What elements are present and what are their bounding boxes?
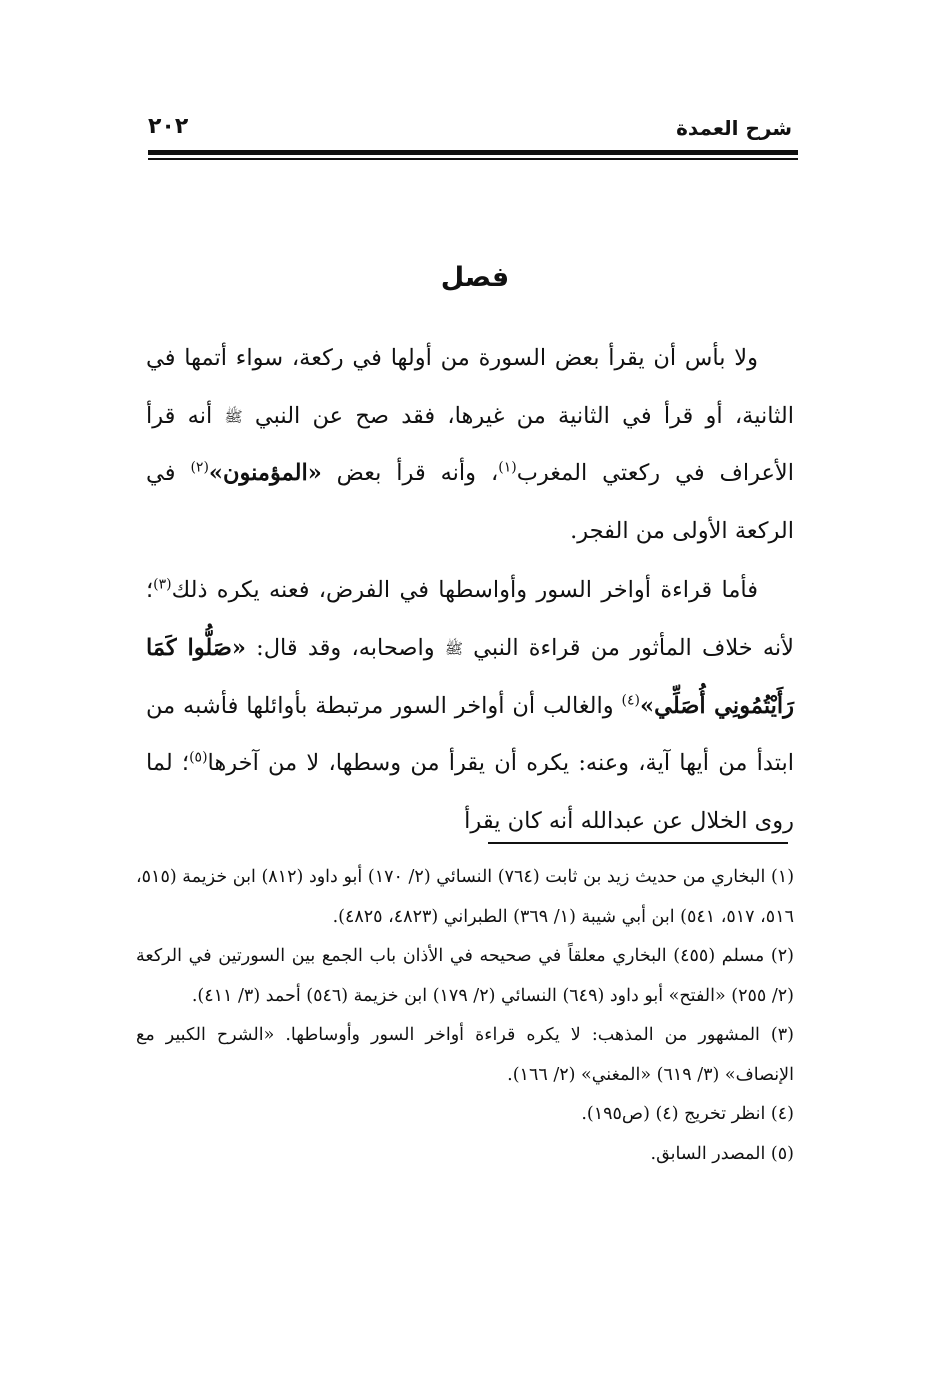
footnote-5 bbox=[136, 1135, 794, 1175]
footnote-text: (٢) مسلم (٤٥٥) البخاري معلقاً في صحيحه في الأذان باب الجمع بين bbox=[291, 946, 794, 966]
footnote-text: (٤) انظر تخريج (٤) (ص١٩٥). bbox=[581, 1104, 794, 1124]
text-run: ؛ لما روى الخلال عن عبدالله أنه كان يقرأ bbox=[146, 750, 794, 834]
footnote-2 bbox=[136, 937, 794, 1016]
footnote-ref: (٣) bbox=[153, 576, 172, 593]
footnote-ref: (٥) bbox=[189, 749, 208, 766]
footnote-text-cont: الكبير مع الإنصاف» (٣/ ٦١٩) «المغني» (٢/ ١٦٦). bbox=[136, 1025, 794, 1085]
text-run: والغالب أن أواخر السور مرتبطة بأوائلها فأشبه من ابتدأ من أيها آية، وعنه: يكره أن يقرأ من وسطها، لا من آخرها bbox=[146, 692, 794, 776]
section-heading: فصل bbox=[440, 262, 510, 293]
header-rule-thin bbox=[148, 158, 798, 160]
paragraph-1 bbox=[146, 330, 794, 560]
footnotes bbox=[136, 858, 794, 1174]
footnote-ref: (٤) bbox=[621, 692, 640, 708]
footnote-4 bbox=[136, 1095, 794, 1135]
footnote-text-cont: (٨١٢) ابن خزيمة (٥١٥، ٥١٦، ٥١٧، ٥٤١) ابن أبي شيبة (١/ ٣٦٩) الطبراني (٤٨٢٣، ٤٨٢٥). bbox=[136, 867, 794, 927]
footnote-text: (٣) المشهور من المذهب: لا يكره قراءة أواخر السور وأوساطها. «الشرح bbox=[216, 1025, 794, 1045]
main-text bbox=[146, 330, 794, 850]
text-run: فأما قراءة أواخر السور وأواسطها في الفرض، فعنه يكره ذلك bbox=[171, 577, 758, 604]
surah-name: «المؤمنون» bbox=[208, 460, 322, 487]
footnote-3 bbox=[136, 1016, 794, 1095]
footnote-text: (١) البخاري من حديث زيد بن ثابت (٧٦٤) النسائي (٢/ ١٧٠) أبو داود bbox=[308, 867, 795, 887]
footnote-text-cont: السورتين في الركعة (٢/ ٢٥٥) «الفتح» أبو داود (٦٤٩) النسائي (٢/ ١٧٩) ابن خزيمة (٥٤٦) أحمد (٣/ ٤١١). bbox=[136, 946, 794, 1006]
paragraph-2 bbox=[146, 562, 794, 850]
page-number: ٢٠٢ bbox=[148, 114, 189, 139]
hadith-quote: «صَلُّوا كَمَا رَأَيْتُمُونِي أُصَلِّي» bbox=[146, 634, 794, 719]
text-run: ولا بأس أن يقرأ بعض السورة من أولها في ركعة، سواء أتمها في الثانية، أو قرأ في الثانية من غيرها، فقد صح عن النبي bbox=[146, 345, 795, 429]
salla-symbol: ﷺ bbox=[224, 406, 243, 425]
text-run: واصحابه، وقد قال: bbox=[245, 634, 445, 661]
footnote-separator bbox=[488, 842, 788, 844]
footnote-text: (٥) المصدر السابق. bbox=[650, 1143, 794, 1164]
text-run: ، وأنه قرأ بعض bbox=[321, 460, 499, 487]
footnote-ref: (٢) bbox=[190, 459, 209, 476]
text-run: في الركعة الأولى من الفجر. bbox=[146, 460, 794, 544]
header-rule-thick bbox=[148, 150, 798, 155]
footnote-1 bbox=[136, 858, 794, 937]
text-run: ؛ لأنه خلاف المأثور من قراءة النبي bbox=[146, 577, 794, 661]
footnote-ref: (١) bbox=[498, 459, 517, 476]
book-title: شرح العمدة bbox=[676, 116, 792, 140]
text-run: أنه قرأ الأعراف في ركعتي المغرب bbox=[146, 402, 794, 487]
salla-symbol: ﷺ bbox=[444, 639, 463, 657]
